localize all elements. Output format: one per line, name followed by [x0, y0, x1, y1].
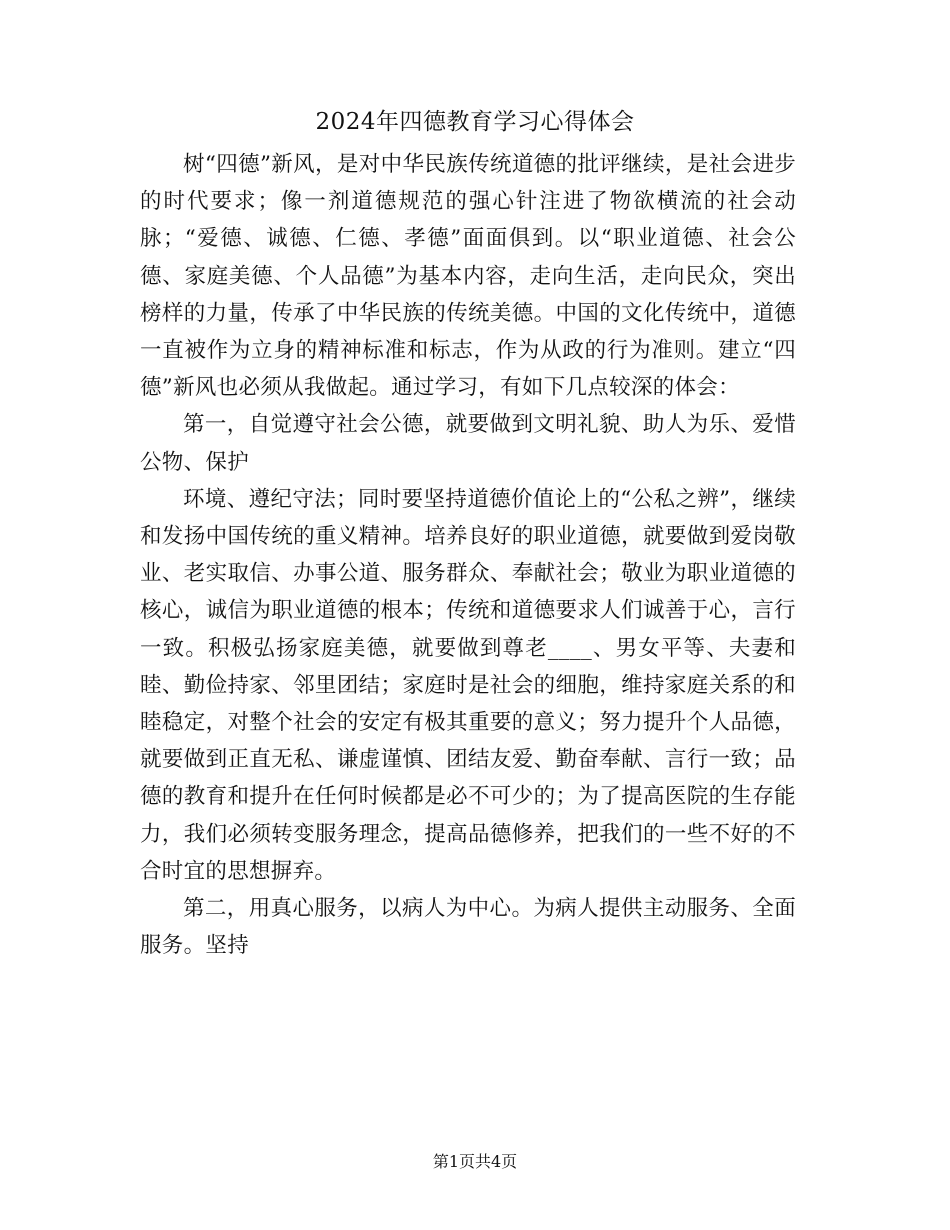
- document-body: [140, 146, 796, 964]
- document-title: 2024年四德教育学习心得体会: [315, 109, 635, 135]
- paragraph-first-point-continued: 环境、遵纪守法；同时要坚持道德价值论上的“公私之辨”，继续和发扬中国传统的重义精神。培养良好的职业道德，就要做到爱岗敬业、老实取信、办事公道、服务群众、奉献社会；敬业为职业道德的核心，诚信为职业道德的根本；传统和道德要求人们诚善于心，言行一致。积极弘扬家庭美德，就要做到尊老____、男女平等、夫妻和睦、勤俭持家、邻里团结；家庭时是社会的细胞，维持家庭关系的和睦稳定，对整个社会的安定有极其重要的意义；努力提升个人品德，就要做到正直无私、谦虚谨慎、团结友爱、勤奋奉献、言行一致；品德的教育和提升在任何时候都是必不可少的；为了提高医院的生存能力，我们必须转变服务理念，提高品德修养，把我们的一些不好的不合时宜的思想摒弃。: [140, 486, 796, 884]
- paragraph-first-point: 第一，自觉遵守社会公德，就要做到文明礼貌、助人为乐、爱惜公物、保护: [140, 412, 796, 475]
- paragraph-intro: 树“四德”新风，是对中华民族传统道德的批评继续，是社会进步的时代要求；像一剂道德规范的强心针注进了物欲横流的社会动脉；“爱德、诚德、仁德、孝德”面面俱到。以“职业道德、社会公德、家庭美德、个人品德”为基本内容，走向生活，走向民众，突出榜样的力量，传承了中华民族的传统美德。中国的文化传统中，道德一直被作为立身的精神标准和标志，作为从政的行为准则。建立“四德”新风也必须从我做起。通过学习，有如下几点较深的体会：: [140, 152, 796, 401]
- paragraph-second-point: 第二，用真心服务，以病人为中心。为病人提供主动服务、全面服务。坚持: [140, 896, 796, 959]
- page-footer: 第1页共4页: [432, 1152, 518, 1171]
